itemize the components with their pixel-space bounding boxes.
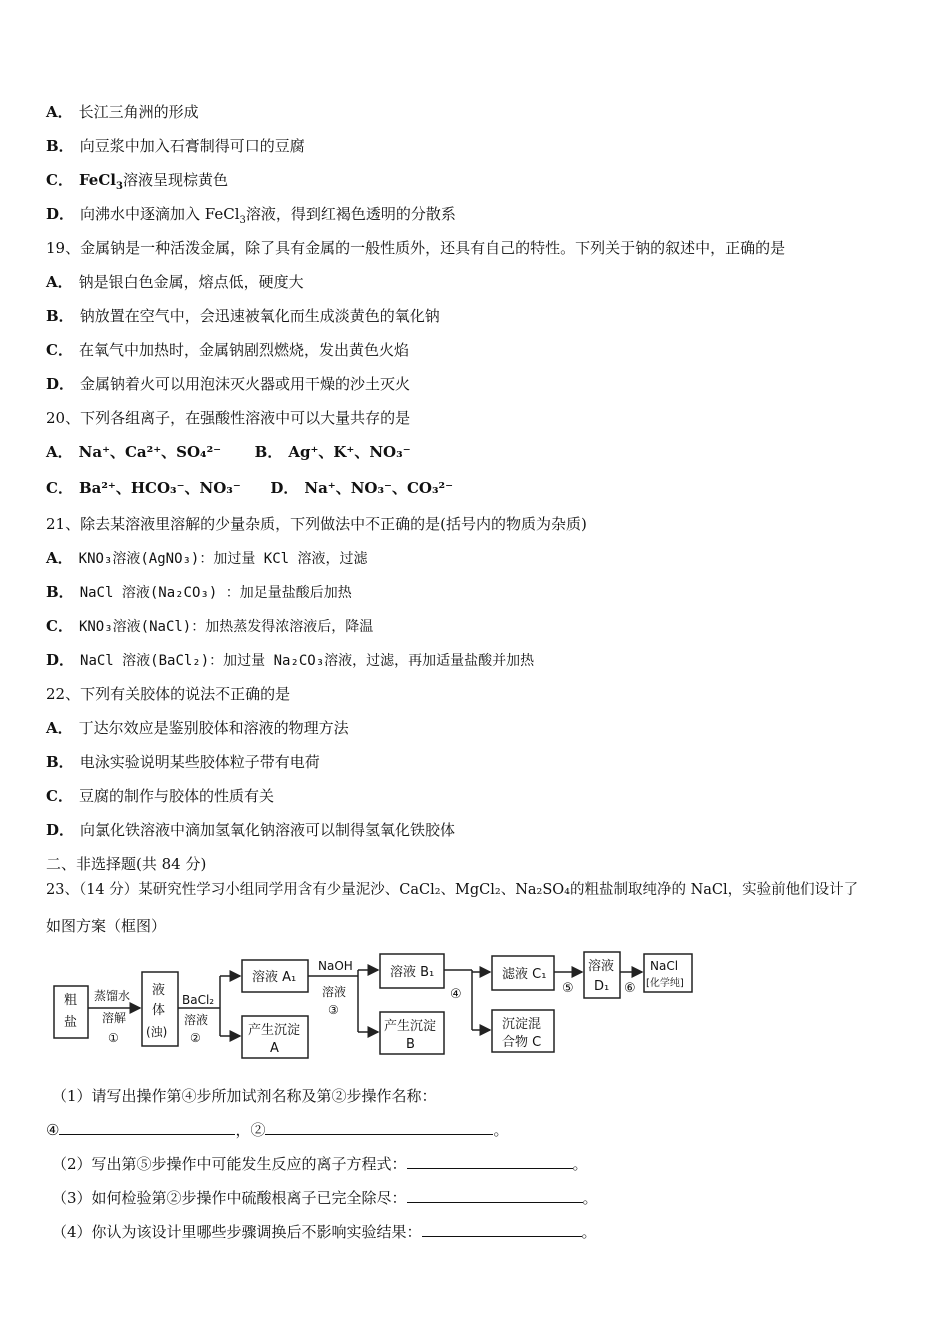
step3-action: 溶液 xyxy=(322,985,347,999)
nacl-grade: [化学纯] xyxy=(646,978,684,989)
q18-option-c: C． FeCl$_3$溶液呈现棕黄色 xyxy=(46,171,228,192)
mixture-c-2: 合物 C xyxy=(502,1035,542,1050)
answer-blank-sub3[interactable] xyxy=(407,1188,583,1203)
solution-a1-label: 溶液 A₁ xyxy=(252,970,297,985)
answer-blank-2[interactable] xyxy=(265,1120,493,1135)
q22-option-d: D． 向氯化铁溶液中滴加氢氧化钠溶液可以制得氢氧化铁胶体 xyxy=(46,821,456,839)
step1-reagent: 蒸馏水 xyxy=(94,989,131,1003)
liquid-2: 体 xyxy=(152,1003,166,1018)
q21-option-c: C． KNO₃溶液(NaCl)：加热蒸发得浓溶液后，降温 xyxy=(46,617,374,635)
q23-sub1: （1）请写出操作第④步所加试剂名称及第②步操作名称： xyxy=(52,1087,437,1105)
section-heading: 二、非选择题(共 84 分) xyxy=(46,855,207,873)
precipitate-a-1: 产生沉淀 xyxy=(248,1023,301,1038)
filtrate-c1-label: 滤液 C₁ xyxy=(502,967,547,982)
q23-sub1-answer-line: ④ ，② 。 xyxy=(46,1121,509,1139)
q21-option-a: A． KNO₃溶液(AgNO₃)：加过量 KCl 溶液，过滤 xyxy=(46,549,368,567)
q23-sub2: （2）写出第⑤步操作中可能发生反应的离子方程式： 。 xyxy=(52,1155,588,1173)
q22-option-a: A． 丁达尔效应是鉴别胶体和溶液的物理方法 xyxy=(46,719,349,737)
solution-b1-label: 溶液 B₁ xyxy=(390,965,435,980)
q23-sub3: （3）如何检验第②步操作中硫酸根离子已完全除尽： 。 xyxy=(52,1189,598,1207)
step4-num: ④ xyxy=(450,987,462,1002)
answer-blank-sub4[interactable] xyxy=(422,1222,582,1237)
q18-option-d: D． 向沸水中逐滴加入 FeCl$_3$溶液，得到红褐色透明的分散系 xyxy=(46,205,456,226)
q23-stem-line1: 23、（14 分）某研究性学习小组同学用含有少量泥沙、CaCl₂、MgCl₂、Na₂SO₄的粗盐制取纯净的 NaCl，实验前他们设计了 xyxy=(46,882,859,898)
step1-num: ① xyxy=(108,1031,119,1045)
nacl-label: NaCl xyxy=(650,959,679,973)
precipitate-a-2: A xyxy=(270,1041,279,1056)
q19-option-b: B． 钠放置在空气中，会迅速被氧化而生成淡黄色的氧化钠 xyxy=(46,307,440,325)
q21-stem: 21、除去某溶液里溶解的少量杂质，下列做法中不正确的是(括号内的物质为杂质) xyxy=(46,515,587,533)
q20-stem: 20、下列各组离子，在强酸性溶液中可以大量共存的是 xyxy=(46,409,411,427)
q19-option-a: A． 钠是银白色金属，熔点低，硬度大 xyxy=(46,273,304,291)
q19-option-c: C． 在氧气中加热时，金属钠剧烈燃烧，发出黄色火焰 xyxy=(46,341,409,359)
step6-num: ⑥ xyxy=(624,981,636,996)
q21-option-d: D． NaCl 溶液(BaCl₂)：加过量 Na₂CO₃溶液，过滤，再加适量盐酸并加热 xyxy=(46,651,535,669)
mixture-c-1: 沉淀混 xyxy=(502,1017,542,1032)
q21-option-b: B． NaCl 溶液(Na₂CO₃) ：加足量盐酸后加热 xyxy=(46,583,352,601)
liquid-1: 液 xyxy=(152,983,166,998)
step5-num: ⑤ xyxy=(562,981,574,996)
crude-salt-1: 粗 xyxy=(64,993,78,1008)
crude-salt-2: 盐 xyxy=(64,1015,78,1030)
step3-reagent: NaOH xyxy=(318,959,353,973)
liquid-3: (浊) xyxy=(146,1025,168,1039)
q19-option-d: D． 金属钠着火可以用泡沫灭火器或用干燥的沙土灭火 xyxy=(46,375,411,393)
q20-options-cd: C． Ba²⁺、HCO₃⁻、NO₃⁻ D． Na⁺、NO₃⁻、CO₃²⁻ xyxy=(46,479,454,497)
q19-stem: 19、金属钠是一种活泼金属，除了具有金属的一般性质外，还具有自己的特性。下列关于钠的叙述中，正确的是 xyxy=(46,239,786,257)
q23-stem-line2: 如图方案（框图） xyxy=(46,917,167,935)
solution-d1-1: 溶液 xyxy=(588,959,615,974)
answer-blank-sub2[interactable] xyxy=(407,1154,573,1169)
step1-action: 溶解 xyxy=(102,1011,127,1025)
precipitate-b-1: 产生沉淀 xyxy=(384,1019,437,1034)
solution-d1-2: D₁ xyxy=(594,979,610,994)
q18-option-a: A． 长江三角洲的形成 xyxy=(46,103,199,121)
q20-options-ab: A． Na⁺、Ca²⁺、SO₄²⁻ B． Ag⁺、K⁺、NO₃⁻ xyxy=(46,443,411,461)
step3-num: ③ xyxy=(328,1003,339,1017)
q23-sub4: （4）你认为该设计里哪些步骤调换后不影响实验结果： 。 xyxy=(52,1223,597,1241)
q22-option-b: B． 电泳实验说明某些胶体粒子带有电荷 xyxy=(46,753,320,771)
step2-action: 溶液 xyxy=(184,1013,209,1027)
q18-option-b: B． 向豆浆中加入石膏制得可口的豆腐 xyxy=(46,137,305,155)
step2-reagent: BaCl₂ xyxy=(182,993,215,1007)
q22-stem: 22、下列有关胶体的说法不正确的是 xyxy=(46,685,291,703)
step2-num: ② xyxy=(190,1031,201,1045)
flow-diagram xyxy=(46,948,706,1068)
precipitate-b-2: B xyxy=(406,1037,415,1052)
answer-blank-4[interactable] xyxy=(59,1120,235,1135)
q22-option-c: C． 豆腐的制作与胶体的性质有关 xyxy=(46,787,274,805)
